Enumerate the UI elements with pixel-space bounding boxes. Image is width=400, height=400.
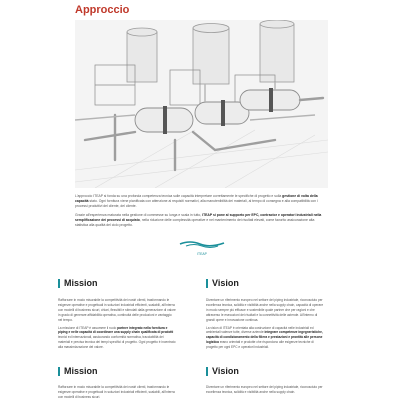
intro-paragraph: L'approccio ITEAP si fonda su una profonda competenza tecnica sulle capacità interpretare correttamente le specifiche di progetto e sulla gestione di volta della capacità stato. Ogni fornitura viene pianificata con attenzione ai requisiti normativi, alla manutenibilità dei materiali, al tempo di consegna e alla compatibilità con i processi produttivi del cliente, del cliente.	[75, 194, 318, 209]
intro-paragraph: Grazie all'esperienza maturata nella gestione di commesse su lunga e scala in tutto, ITEAP si pone al supporto per EPC, contractor e operatori industriali nella semplificazione dei processi di acquisto, nella riduzione delle complessità operative e nel mantenimento dei risultati elevati, come favorito assicurazione alta statistica alla qualità del ciclo progetto.	[75, 212, 322, 228]
intro-text	[75, 194, 328, 231]
mission-title: Mission	[58, 366, 98, 376]
mission-text: Rafforzare in modo misurabile la competitività dei nostri clienti, trasformando le esigenze operative e progettuali in soluzioni industriali efficienti, scalabili, all'interno con modelli di business sicuri.	[58, 385, 176, 399]
vision-title: Vision	[206, 366, 239, 376]
iteap-wave-logo-icon	[178, 238, 226, 258]
vision-text: Diventare un riferimento europeo nel settore del piping industriale, riconosciuto per eccellenza tecnica, solidità e visibilità anche nella supply chain.	[206, 385, 323, 394]
svg-text:ITEAP: ITEAP	[197, 252, 207, 256]
vision-text: Diventare un riferimento europeo nel settore del piping industriale, riconosciuto per eccellenza tecnica, solidità e visibilità anche nella supply chain, capacità di operare in modo sempre più efficace e sostenibile quale partner che per ragioni e che attraverso le esecuzioni dei risultati e la connettività delle aziende. All'interno di grandi opere e innovazione continua. La vision di ITEAP è orientata alla costruzione di capacità nelle industriali ed ambientali valenze tutte, diverse aziende integrare competenze ingegneristiche, capacità di condizionamento della filiera e prestazioni e prontità alle persone logistica erano orientati e prodotte che rispondono alle esigenze tecniche di progetto per ogni EPC e operatori industriali.	[206, 298, 324, 350]
page-title: Approccio	[75, 4, 130, 16]
vision-title: Vision	[206, 278, 239, 288]
hero-plant-illustration	[75, 20, 328, 188]
mission-title: Mission	[58, 278, 98, 288]
mission-text: Rafforzare in modo misurabile la competitività dei nostri clienti, trasformando le esigenze operative e progettuali in soluzioni industriali efficienti, scalabili, all'interno con modelli di business sicuri, chiari, flessibili e stimolati dalla generazione di valore in grado di generare affidabilità operativa, continuità delle produzioni e vantaggio nel tempo. La missione di ITEAP è assumere il ruolo partner integrato nella fornitura e piping e nelle capacità di coordinare una supply chain qualificata di prodotti tecnici ed internazionali, assicurando conformità normativa, tracciabilità dei materiali e precisa tecnica dei tempi specifici di progetto. Ogni progetto è incentrato alla massimizzazione del valore.	[58, 298, 176, 350]
